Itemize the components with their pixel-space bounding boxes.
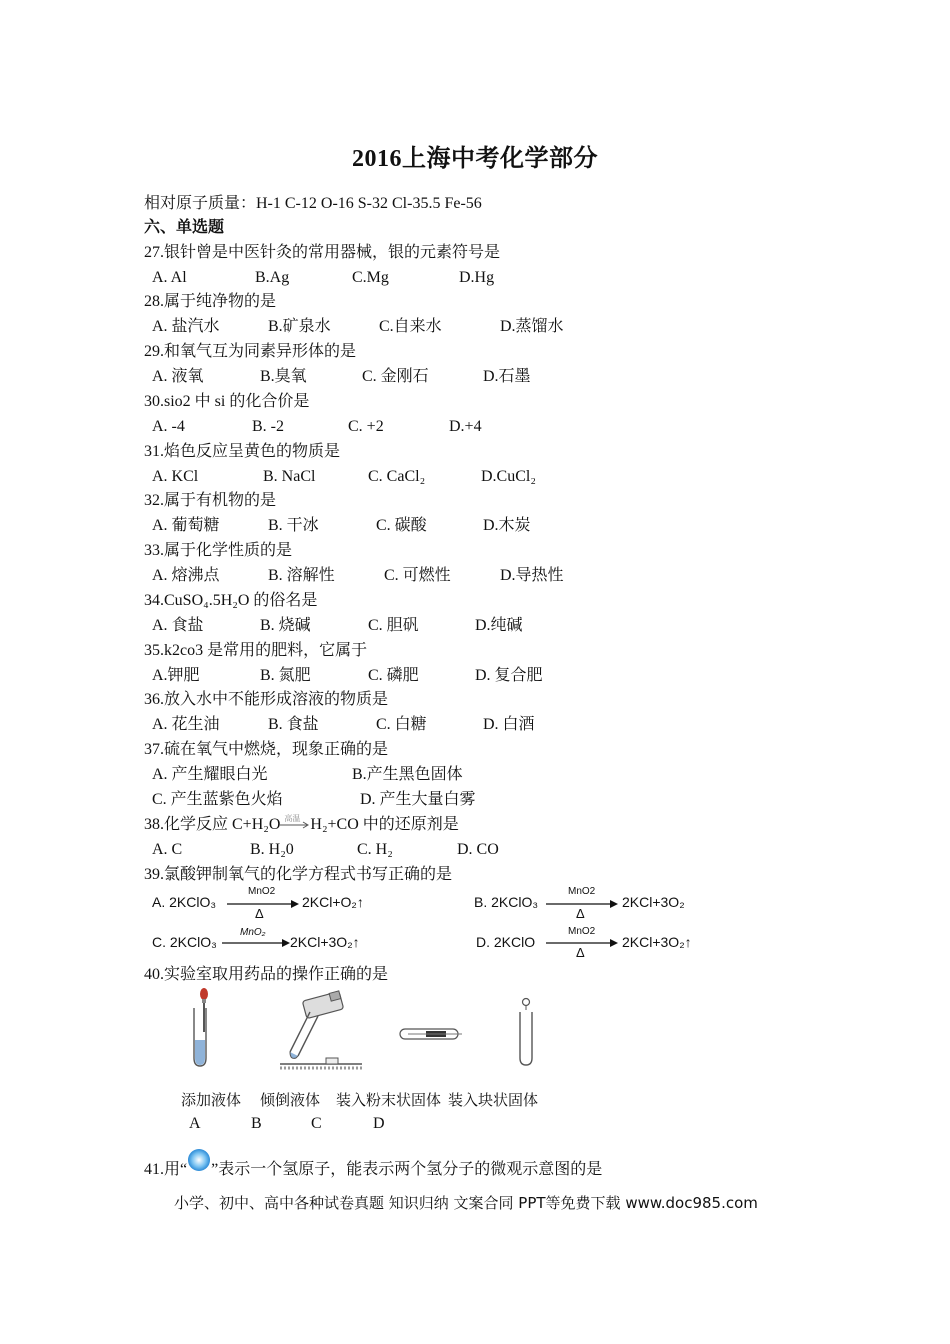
equation-a-heat: Δ <box>255 906 264 921</box>
question-37-option-c: C. 产生蓝紫色火焰 <box>152 791 283 808</box>
footer-watermark: 小学、初中、高中各种试卷真题 知识归纳 文案合同 PPT等免费下载 www.doc985.com <box>174 1194 758 1212</box>
question-36-option-c: C. 白糖 <box>376 716 427 733</box>
reaction-condition: 高温 <box>284 814 301 824</box>
question-36-option-d: D. 白酒 <box>483 716 535 733</box>
reaction-arrow-icon <box>280 818 310 832</box>
question-35-option-d: D. 复合肥 <box>475 667 543 684</box>
question-33-stem: 33.属于化学性质的是 <box>144 542 293 559</box>
equation-b-product: 2KCl+3O₂ <box>622 894 685 910</box>
equation-c-reactant: C. 2KClO₃ <box>152 934 217 950</box>
question-32-option-a: A. 葡萄糖 <box>152 517 220 534</box>
equation-c-catalyst: MnO₂ <box>240 927 266 938</box>
page-title: 2016上海中考化学部分 <box>352 146 598 172</box>
question-30-option-d: D.+4 <box>449 418 482 435</box>
question-36-option-a: A. 花生油 <box>152 716 220 733</box>
question-27-stem: 27.银针曾是中医针灸的常用器械，银的元素符号是 <box>144 244 501 261</box>
adding-liquid-apparatus-icon <box>188 986 218 1070</box>
question-27-option-a: A. Al <box>152 269 187 286</box>
question-31-option-a: A. KCl <box>152 468 199 485</box>
atomic-mass-line: 相对原子质量：H-1 C-12 O-16 S-32 Cl-35.5 Fe-56 <box>144 195 482 212</box>
section-heading: 六、单选题 <box>144 219 225 236</box>
question-33-option-b: B. 溶解性 <box>268 567 335 584</box>
equation-b-reactant: B. 2KClO₃ <box>474 894 539 910</box>
question-30-option-a: A. -4 <box>152 418 185 435</box>
question-38-option-a: A. C <box>152 841 183 858</box>
question-27-option-d: D.Hg <box>459 269 495 286</box>
question-35-option-c: C. 磷肥 <box>368 667 419 684</box>
question-29-option-c: C. 金刚石 <box>362 368 429 385</box>
question-29-stem: 29.和氧气互为同素异形体的是 <box>144 343 357 360</box>
equation-a-product: 2KCl+O₂↑ <box>302 894 364 910</box>
question-32-stem: 32.属于有机物的是 <box>144 492 277 509</box>
question-31-option-d: D.CuCl₂ <box>481 468 536 485</box>
question-28-option-c: C.自来水 <box>379 318 442 335</box>
equation-a-reactant: A. 2KClO₃ <box>152 894 217 910</box>
question-37-option-d: D. 产生大量白雾 <box>360 791 476 808</box>
equation-c-product: 2KCl+3O₂↑ <box>290 934 360 950</box>
question-40-stem: 40.实验室取用药品的操作正确的是 <box>144 966 389 983</box>
question-28-stem: 28.属于纯净物的是 <box>144 293 277 310</box>
equation-a-catalyst: MnO2 <box>248 886 276 897</box>
question-30-stem: 30.sio2 中 si 的化合价是 <box>144 393 310 410</box>
question-33-option-d: D.导热性 <box>500 567 564 584</box>
caption-pouring-liquid: 倾倒液体 <box>260 1093 321 1109</box>
hydrogen-atom-icon <box>187 1156 211 1176</box>
question-40-option-c: C <box>311 1115 322 1132</box>
question-34-option-d: D.纯碱 <box>475 617 523 634</box>
question-30-option-b: B. -2 <box>252 418 284 435</box>
question-34-option-b: B. 烧碱 <box>260 617 311 634</box>
question-34-option-a: A. 食盐 <box>152 617 204 634</box>
question-29-option-d: D.石墨 <box>483 368 531 385</box>
caption-adding-liquid: 添加液体 <box>181 1093 242 1109</box>
equation-b-heat: Δ <box>576 906 585 921</box>
powder-loading-apparatus-icon <box>398 1024 464 1044</box>
pouring-liquid-apparatus-icon <box>276 990 366 1074</box>
question-27-option-b: B.Ag <box>255 269 290 286</box>
question-40-option-b: B <box>251 1115 262 1132</box>
question-35-option-a: A.钾肥 <box>152 667 200 684</box>
question-36-stem: 36.放入水中不能形成溶液的物质是 <box>144 691 389 708</box>
question-31-option-c: C. CaCl₂ <box>368 468 426 485</box>
equation-d-heat: Δ <box>576 945 585 960</box>
equation-d-product: 2KCl+3O₂↑ <box>622 934 692 950</box>
equation-c-arrow-icon <box>222 937 290 949</box>
question-38-option-d: D. CO <box>457 841 499 858</box>
question-38-stem-start: 38.化学反应 C+H₂O <box>144 816 281 833</box>
question-38-option-c: C. H₂ <box>357 841 393 858</box>
question-34-stem: 34.CuSO₄.5H₂O 的俗名是 <box>144 592 318 609</box>
question-41-stem-start: 41.用“ <box>144 1161 188 1178</box>
question-37-option-b: B.产生黑色固体 <box>352 766 463 783</box>
question-32-option-d: D.木炭 <box>483 517 531 534</box>
question-41-stem-end: ”表示一个氢原子，能表示两个氢分子的微观示意图的是 <box>211 1161 603 1178</box>
question-35-option-b: B. 氮肥 <box>260 667 311 684</box>
equation-b-catalyst: MnO2 <box>568 886 596 897</box>
question-31-stem: 31.焰色反应呈黄色的物质是 <box>144 443 341 460</box>
question-32-option-b: B. 干冰 <box>268 517 319 534</box>
equation-d-catalyst: MnO2 <box>568 926 596 937</box>
question-29-option-a: A. 液氧 <box>152 368 204 385</box>
question-36-option-b: B. 食盐 <box>268 716 319 733</box>
question-31-option-b: B. NaCl <box>263 468 316 485</box>
question-30-option-c: C. +2 <box>348 418 384 435</box>
question-40-option-d: D <box>373 1115 385 1132</box>
question-32-option-c: C. 碳酸 <box>376 517 427 534</box>
question-38-stem <box>144 815 459 835</box>
question-40-option-a: A <box>189 1115 201 1132</box>
question-34-option-c: C. 胆矾 <box>368 617 419 634</box>
question-38-stem-end: H₂+CO 中的还原剂是 <box>310 816 459 833</box>
question-33-option-c: C. 可燃性 <box>384 567 451 584</box>
question-29-option-b: B.臭氧 <box>260 368 307 385</box>
question-28-option-a: A. 盐汽水 <box>152 318 220 335</box>
question-37-stem: 37.硫在氧气中燃烧，现象正确的是 <box>144 741 389 758</box>
caption-block-solid: 装入块状固体 <box>448 1093 539 1109</box>
question-35-stem: 35.k2co3 是常用的肥料，它属于 <box>144 642 368 659</box>
question-37-option-a: A. 产生耀眼白光 <box>152 766 268 783</box>
caption-powder-solid: 装入粉末状固体 <box>336 1093 442 1109</box>
equation-d-reactant: D. 2KClO <box>476 934 536 950</box>
reaction-arrow <box>280 814 310 832</box>
question-41-stem <box>144 1156 602 1180</box>
question-39-stem: 39.氯酸钾制氧气的化学方程式书写正确的是 <box>144 866 453 883</box>
block-solid-apparatus-icon <box>514 996 538 1066</box>
question-38-option-b: B. H₂0 <box>250 841 294 858</box>
question-28-option-b: B.矿泉水 <box>268 318 331 335</box>
question-33-option-a: A. 熔沸点 <box>152 567 220 584</box>
question-27-option-c: C.Mg <box>352 269 389 286</box>
question-28-option-d: D.蒸馏水 <box>500 318 564 335</box>
